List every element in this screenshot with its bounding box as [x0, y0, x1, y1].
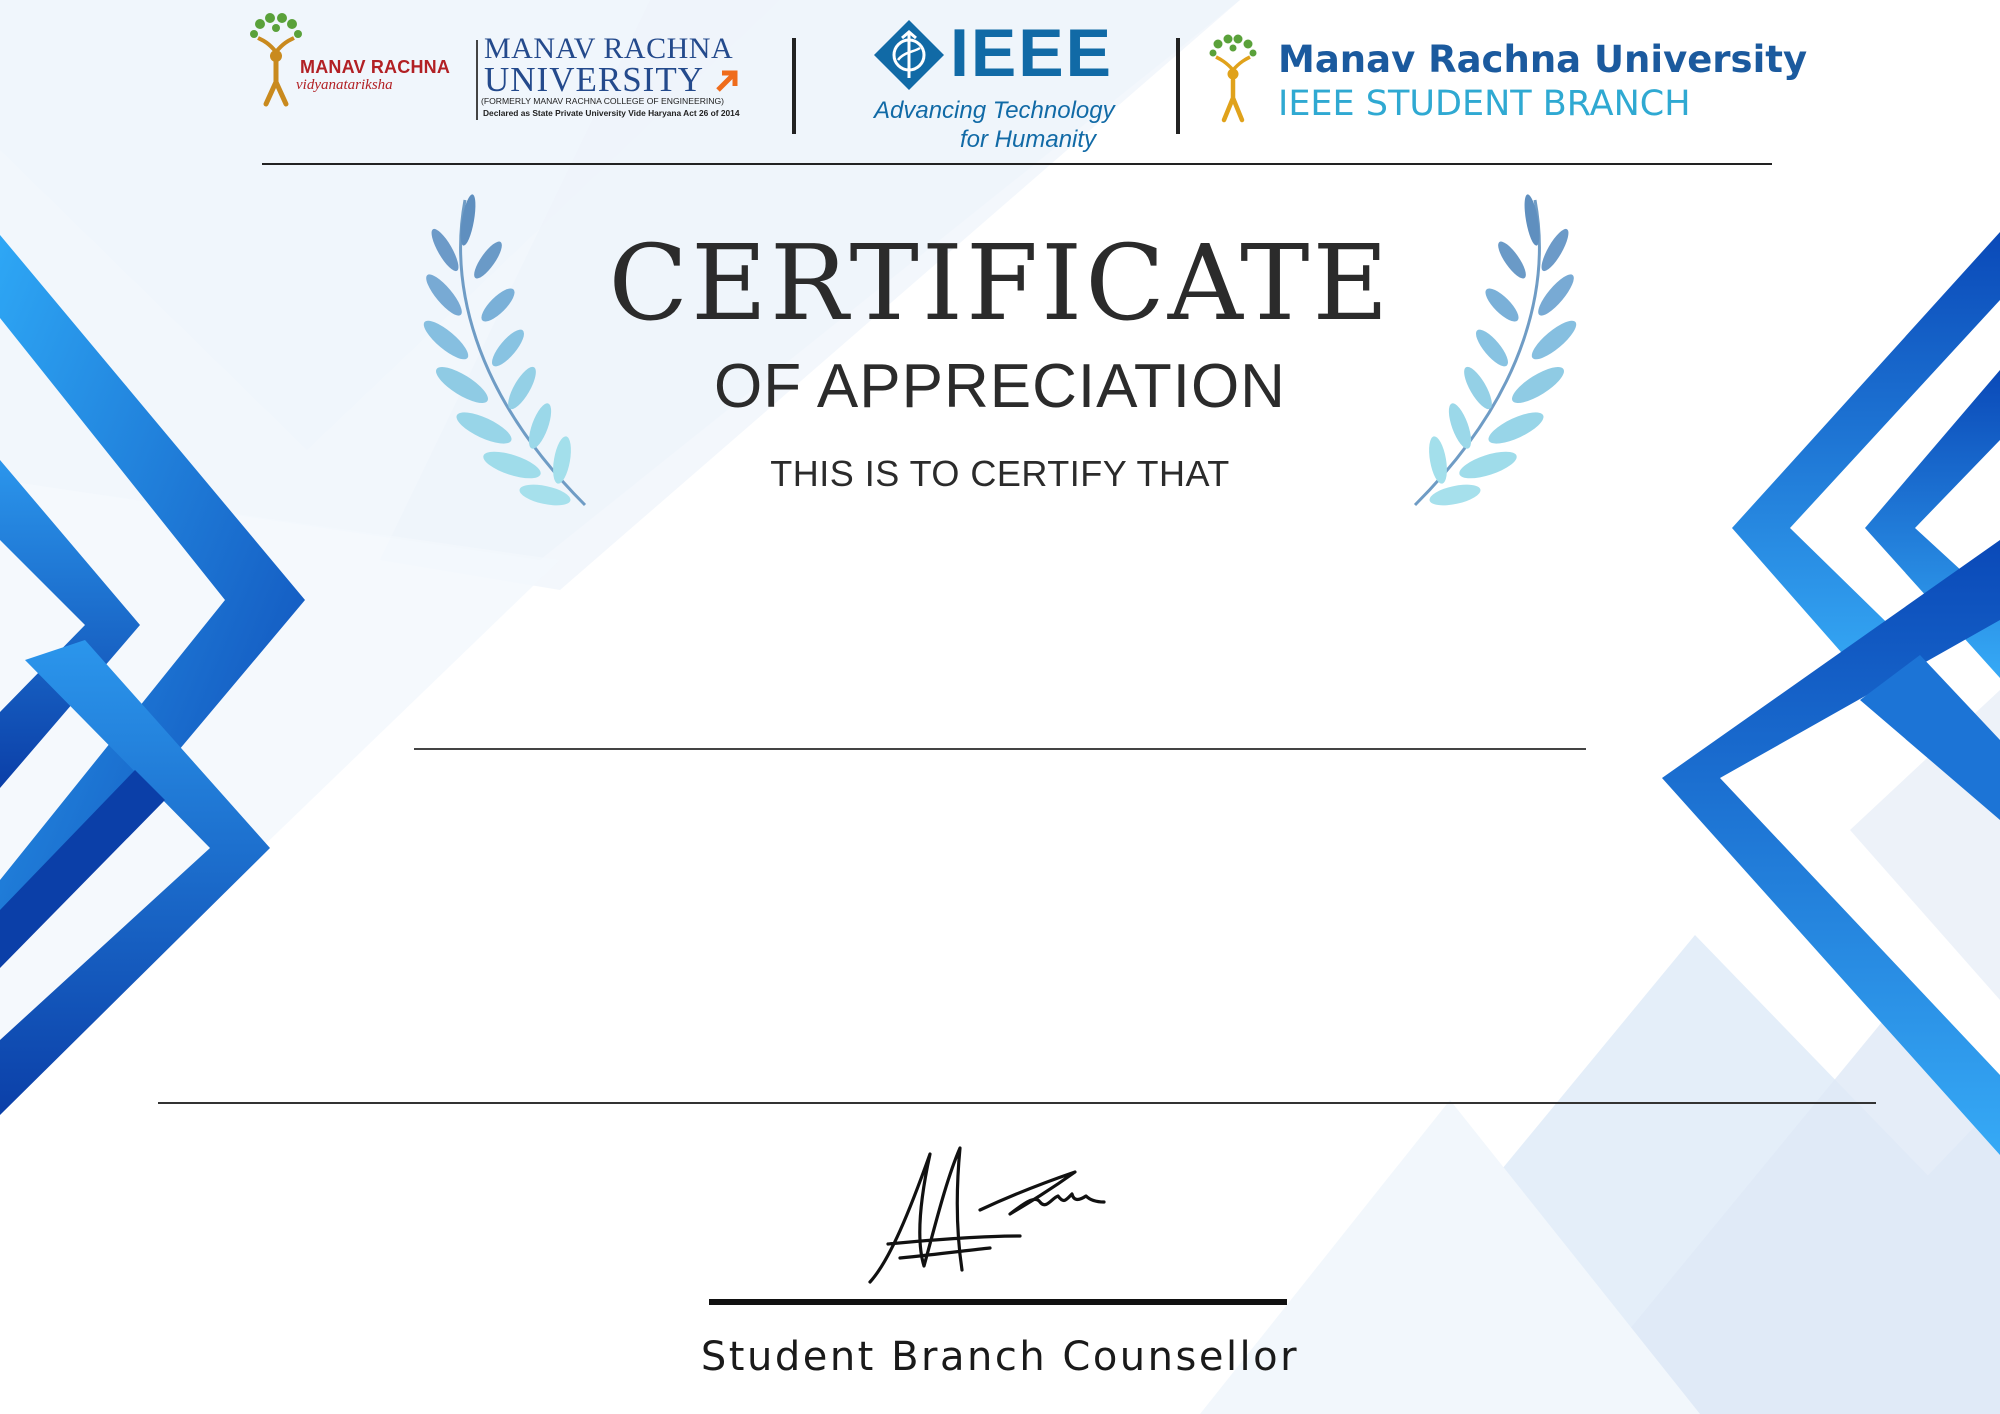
manav-rachna-name: MANAV RACHNA — [300, 57, 451, 77]
ieee-wordmark: IEEE — [950, 15, 1113, 91]
signature-label: Student Branch Counsellor — [700, 1334, 1300, 1380]
ieee-tagline-line2: for Humanity — [960, 126, 1097, 153]
manav-rachna-tagline: vidyanatariksha — [296, 77, 393, 93]
university-name-line2: UNIVERSITY — [484, 60, 704, 99]
university-former-name: (FORMERLY MANAV RACHNA COLLEGE OF ENGINEERING) — [481, 96, 725, 106]
arrow-icon — [714, 68, 740, 94]
tree-figure-icon — [246, 12, 306, 110]
university-name-line1: MANAV RACHNA — [484, 32, 734, 65]
header-separator — [792, 38, 796, 134]
university-declaration: Declared as State Private University Vide Haryana Act 26 of 2014 — [483, 108, 740, 118]
student-branch-subtitle: IEEE STUDENT BRANCH — [1278, 84, 1691, 124]
signature-line — [709, 1299, 1287, 1305]
ieee-tagline-line1: Advancing Technology — [874, 97, 1115, 124]
ieee-diamond-icon — [872, 18, 946, 92]
certificate-subtitle: OF APPRECIATION — [714, 352, 1286, 421]
certificate-title: CERTIFICATE — [608, 222, 1392, 344]
certificate-body-text — [414, 780, 1586, 1080]
certify-statement: THIS IS TO CERTIFY THAT — [770, 453, 1230, 494]
header-separator — [1176, 38, 1180, 134]
tree-figure-icon — [1206, 34, 1260, 126]
signature-image — [860, 1140, 1120, 1290]
recipient-name-field — [414, 640, 1586, 740]
logo-divider — [476, 40, 478, 120]
body-divider-line — [158, 1102, 1876, 1104]
recipient-name-line — [414, 748, 1586, 750]
header-divider — [262, 163, 1772, 165]
student-branch-title: Manav Rachna University — [1278, 38, 1808, 81]
